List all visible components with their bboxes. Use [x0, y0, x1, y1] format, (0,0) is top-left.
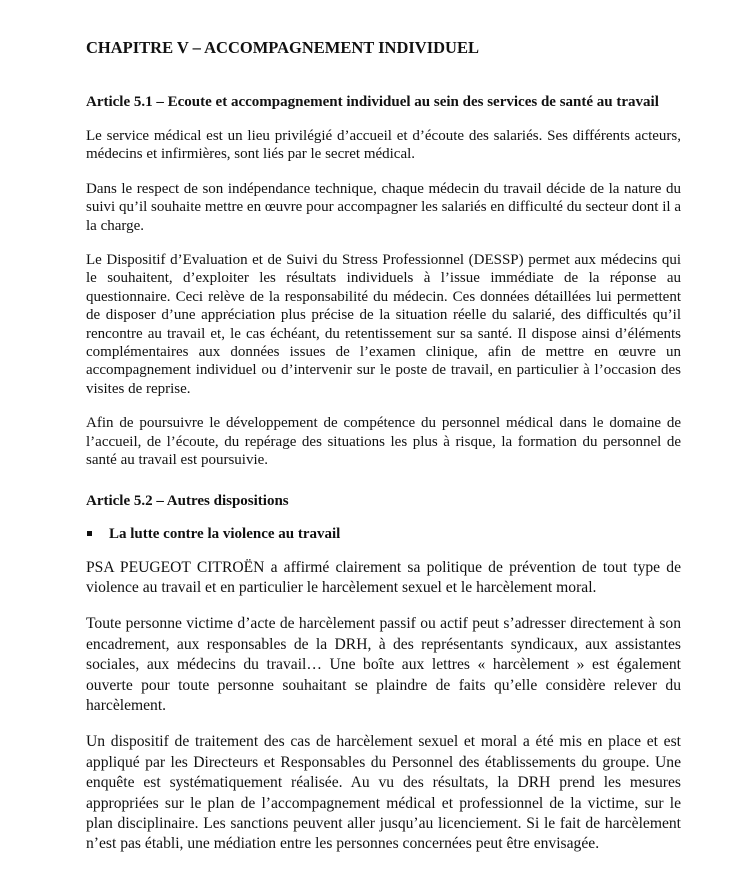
article-5-2-title: Article 5.2 – Autres dispositions: [86, 492, 289, 509]
chapter-title: CHAPITRE V – ACCOMPAGNEMENT INDIVIDUEL: [86, 38, 479, 57]
bullet-square-icon: [87, 531, 92, 536]
article-5-2-paragraph-2: Toute personne victime d’acte de harcèlement passif ou actif peut s’adresser directement à son encadrement, aux responsables de la DRH, à des représentants syndicaux, aux assistantes sociales, aux médecins du travail… Une boîte aux lettres « harcèlement » est également ouverte pour toute personne souhaitant se plaindre de faits qu’elle considère relever du harcèlement.: [86, 615, 681, 714]
article-5-1-title: Article 5.1 – Ecoute et accompagnement individuel au sein des services de santé au travail: [86, 94, 659, 110]
document-page: [86, 36, 681, 871]
bullet-item: [86, 524, 681, 544]
article-5-1-paragraph-2: Dans le respect de son indépendance technique, chaque médecin du travail décide de la nature du suivi qu’il souhaite mettre en œuvre pour accompagner les salariés en difficulté du secteur dont il a la charge.: [86, 180, 681, 234]
article-5-1: [86, 93, 681, 470]
article-5-2-paragraph-1: PSA PEUGEOT CITROËN a affirmé clairement sa politique de prévention de tout type de violence au travail et en particulier le harcèlement sexuel et le harcèlement moral.: [86, 558, 681, 596]
article-5-2-paragraph-3: Un dispositif de traitement des cas de harcèlement sexuel et moral a été mis en place et est appliqué par les Directeurs et Responsables du Personnel des établissements du groupe. Une enquête est systématiquement réalisée. Au vu des résultats, la DRH prend les mesures appropriées sur le plan de l’accompagnement médical et professionnel de la victime, sur le plan disciplinaire. Les sanctions peuvent aller jusqu’au licenciement. Si le fait de harcèlement n’est pas établi, une médiation entre les personnes concernées peut être envisagée.: [86, 733, 681, 853]
article-5-1-paragraph-3: Le Dispositif d’Evaluation et de Suivi du Stress Professionnel (DESSP) permet aux médecins qui le souhaitent, d’exploiter les résultats individuels à l’issue immédiate de la réponse au questionnaire. Ceci relève de la responsabilité du médecin. Ces données détaillées lui permettent de disposer d’une appréciation plus précise de la situation réelle du salarié, des difficultés qu’il rencontre au travail et, le cas échéant, du retentissement sur sa santé. Il dispose ainsi d’éléments complémentaires aux données issues de l’examen clinique, afin de mettre en œuvre un accompagnement individuel ou d’intervenir sur le poste de travail, en particulier à l’occasion des visites de reprise.: [86, 252, 681, 397]
article-5-2: [86, 492, 681, 855]
bullet-label: La lutte contre la violence au travail: [109, 525, 341, 542]
article-5-1-paragraph-4: Afin de poursuivre le développement de compétence du personnel médical dans le domaine de l’accueil, de l’écoute, du repérage des situations les plus à risque, la formation du personnel de santé au travail est poursuivie.: [86, 415, 681, 469]
article-5-1-paragraph-1: Le service médical est un lieu privilégié d’accueil et d’écoute des salariés. Ses différents acteurs, médecins et infirmières, sont liés par le secret médical.: [86, 128, 681, 163]
